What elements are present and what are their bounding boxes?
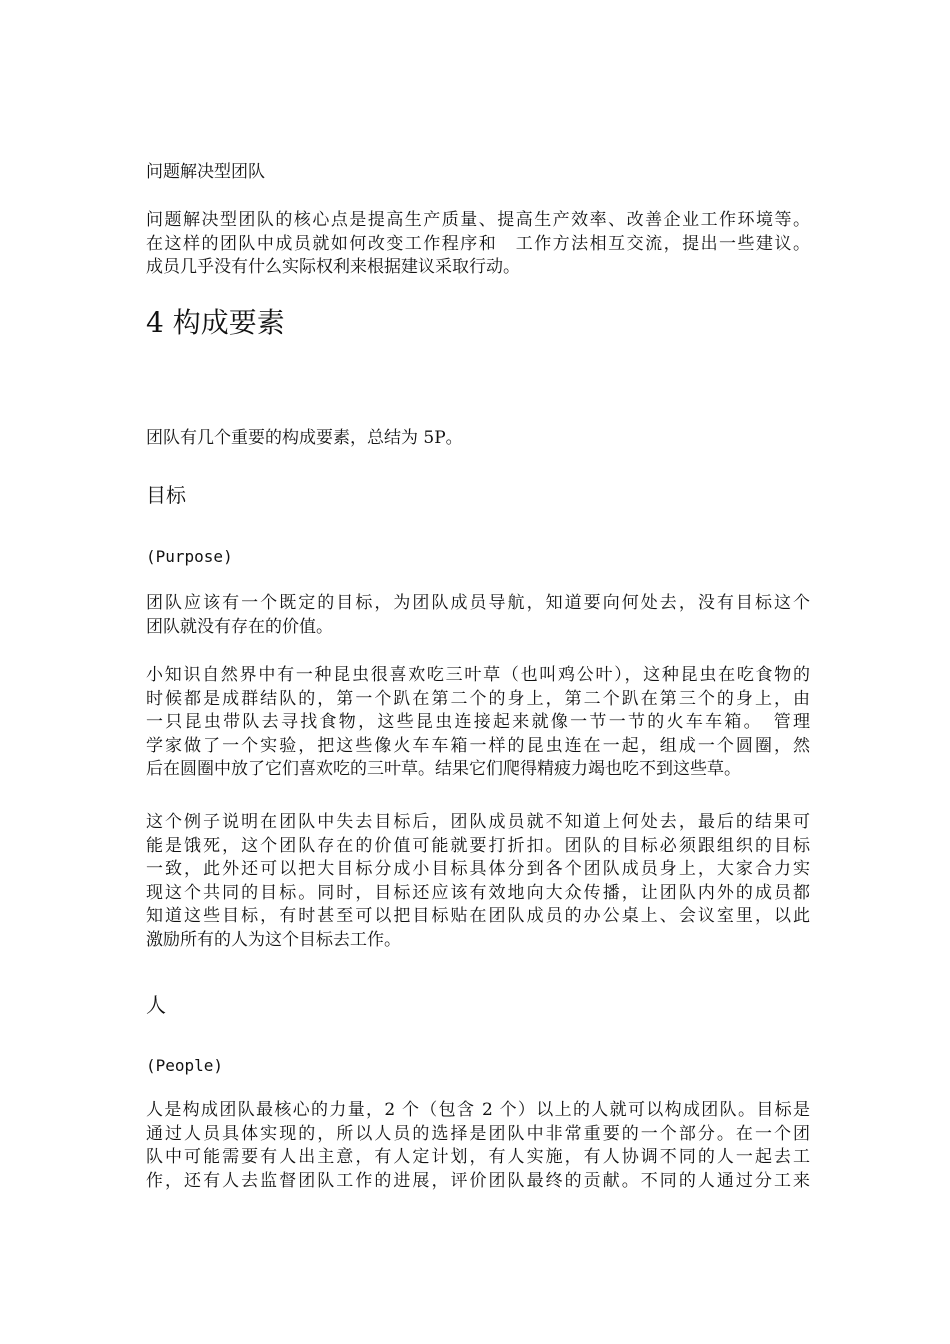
intro-5p-paragraph: 团队有几个重要的构成要素，总结为 5P。 <box>146 428 463 448</box>
text-line: 人是构成团队最核心的力量，2 个（包含 2 个）以上的人就可以构成团队。目标是 <box>146 1100 810 1120</box>
text-line: 能是饿死，这个团队存在的价值可能就要打折扣。团队的目标必须跟组织的目标 <box>146 835 810 856</box>
text-line: 知道这些目标，有时甚至可以把目标贴在团队成员的办公桌上、会议室里，以此 <box>146 906 810 927</box>
text-line: 时候都是成群结队的，第一个趴在第二个的身上，第二个趴在第三个的身上，由 <box>146 688 810 709</box>
people-paragraph-1 <box>146 1099 810 1193</box>
text-line: 现这个共同的目标。同时，目标还应该有效地向大众传播，让团队内外的成员都 <box>146 882 810 903</box>
text-line: 团队应该有一个既定的目标，为团队成员导航，知道要向何处去，没有目标这个 <box>146 593 810 613</box>
text-line: 激励所有的人为这个目标去工作。 <box>146 929 401 950</box>
text-line: 学家做了一个实验，把这些像火车车箱一样的昆虫连在一起，组成一个圆圈，然 <box>146 735 810 756</box>
text-line: 问题解决型团队的核心点是提高生产质量、提高生产效率、改善企业工作环境等。 <box>146 210 810 230</box>
problem-solving-paragraph <box>146 209 810 280</box>
heading-components: 4 构成要素 <box>146 306 285 339</box>
subheading-people: 人 <box>146 993 166 1017</box>
section-title-problem-solving-team: 问题解决型团队 <box>146 162 265 182</box>
text-line: 团队就没有存在的价值。 <box>146 616 333 637</box>
subheading-purpose: 目标 <box>146 483 186 507</box>
text-line: 一致，此外还可以把大目标分成小目标具体分到各个团队成员身上，大家合力实 <box>146 859 810 880</box>
text-line: 队中可能需要有人出主意，有人定计划，有人实施，有人协调不同的人一起去工 <box>146 1147 810 1168</box>
text-line: 成员几乎没有什么实际权利来根据建议采取行动。 <box>146 257 520 278</box>
purpose-paragraph-2 <box>146 664 810 782</box>
document-page <box>146 0 810 1344</box>
text-line: 通过人员具体实现的，所以人员的选择是团队中非常重要的一个部分。在一个团 <box>146 1123 810 1144</box>
text-line: 作，还有人去监督团队工作的进展，评价团队最终的贡献。不同的人通过分工来 <box>146 1170 810 1191</box>
text-line: 小知识自然界中有一种昆虫很喜欢吃三叶草（也叫鸡公叶），这种昆虫在吃食物的 <box>146 665 810 685</box>
purpose-paragraph-1 <box>146 592 810 639</box>
text-line: 在这样的团队中成员就如何改变工作程序和 工作方法相互交流，提出一些建议。 <box>146 233 810 254</box>
people-english-label: (People) <box>146 1056 224 1075</box>
text-line: 一只昆虫带队去寻找食物，这些昆虫连接起来就像一节一节的火车车箱。 管理 <box>146 712 810 733</box>
purpose-paragraph-3 <box>146 811 810 953</box>
text-line: 后在圆圈中放了它们喜欢吃的三叶草。结果它们爬得精疲力竭也吃不到这些草。 <box>146 759 741 780</box>
text-line: 这个例子说明在团队中失去目标后，团队成员就不知道上何处去，最后的结果可 <box>146 812 810 832</box>
purpose-english-label: (Purpose) <box>146 547 233 566</box>
